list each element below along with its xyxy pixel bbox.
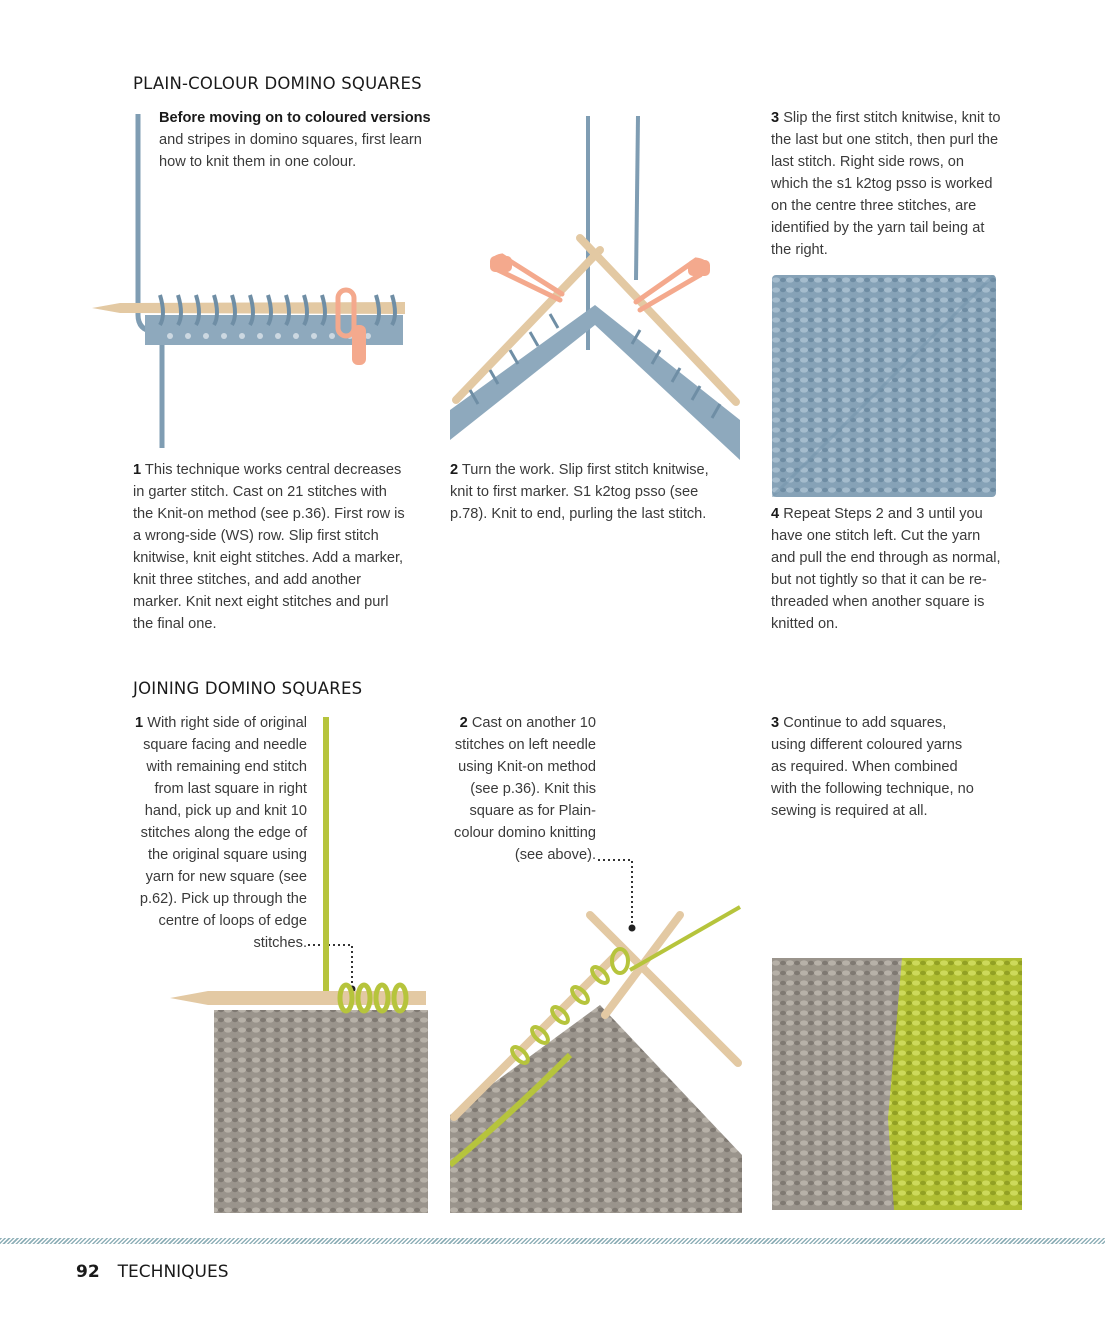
page-folio [76, 1262, 229, 1282]
plain-step3-text: Slip the first stitch knitwise, knit to the last but one stitch, then purl the last stitch. Right side rows, on which the s1 k2tog psso is worked on the centre three stitches, are identified by the yarn tail being at the right. [771, 110, 1001, 258]
plain-step4-num: 4 [771, 506, 780, 522]
illustration-joined-squares [772, 958, 1022, 1210]
join-step2-num: 2 [459, 715, 468, 731]
plain-step1 [133, 459, 411, 635]
illustration-turned-work [450, 110, 742, 470]
join-step1-text: With right side of original square facing and needle with remaining end stitch from last square in right hand, pick up and knit 10 stitches along the edge of the original square using yarn for new square (see p.62). Pick up through the centre of loops of edge stitches. [139, 715, 307, 951]
plain-step2-num: 2 [450, 462, 459, 478]
plain-step2 [450, 459, 718, 525]
join-step2-text: Cast on another 10 stitches on left needle using Knit-on method (see p.36). Knit this square as for Plain-colour domino knitting (see above). [454, 715, 596, 863]
plain-step4 [771, 503, 1003, 635]
intro-body: and stripes in domino squares, first learn how to knit them in one colour. [159, 132, 422, 170]
plain-step4-text: Repeat Steps 2 and 3 until you have one stitch left. Cut the yarn and pull the end through as normal, but not tightly so that it can be re-threaded when another square is knitted on. [771, 506, 1001, 632]
intro-lead: Before moving on to coloured versions [159, 110, 431, 126]
page-number: 92 [76, 1262, 100, 1282]
section-heading-joining: JOINING DOMINO SQUARES [133, 679, 363, 698]
plain-step3 [771, 107, 1003, 261]
illustration-blue-domino-square [772, 275, 996, 497]
section-heading-plain-colour: PLAIN-COLOUR DOMINO SQUARES [133, 74, 422, 93]
join-step1-num: 1 [135, 715, 144, 731]
plain-step1-text: This technique works central decreases in garter stitch. Cast on 21 stitches with the Knit-on method (see p.36). First row is a wrong-side (WS) row. Slip first stitch knitwise, knit eight stitches. Add a marker, knit three stitches, and add another marker. Knit next eight stitches and purl the final one. [133, 462, 405, 632]
footer-rule [0, 1238, 1105, 1244]
running-section: TECHNIQUES [117, 1262, 229, 1282]
join-step3-num: 3 [771, 715, 780, 731]
join-step3 [771, 712, 981, 822]
plain-step3-num: 3 [771, 110, 780, 126]
plain-step2-text: Turn the work. Slip first stitch knitwise, knit to first marker. S1 k2tog psso (see p.78). Knit to end, purling the last stitch. [450, 462, 709, 522]
join-step2 [440, 712, 596, 866]
join-step3-text: Continue to add squares, using different coloured yarns as required. When combined with the following technique, no sewing is required at all. [771, 715, 974, 819]
illustration-cast-on-another [450, 905, 742, 1213]
illustration-pick-up-stitches [168, 715, 428, 1213]
illustration-cast-on-needle [90, 110, 410, 455]
plain-step1-num: 1 [133, 462, 142, 478]
